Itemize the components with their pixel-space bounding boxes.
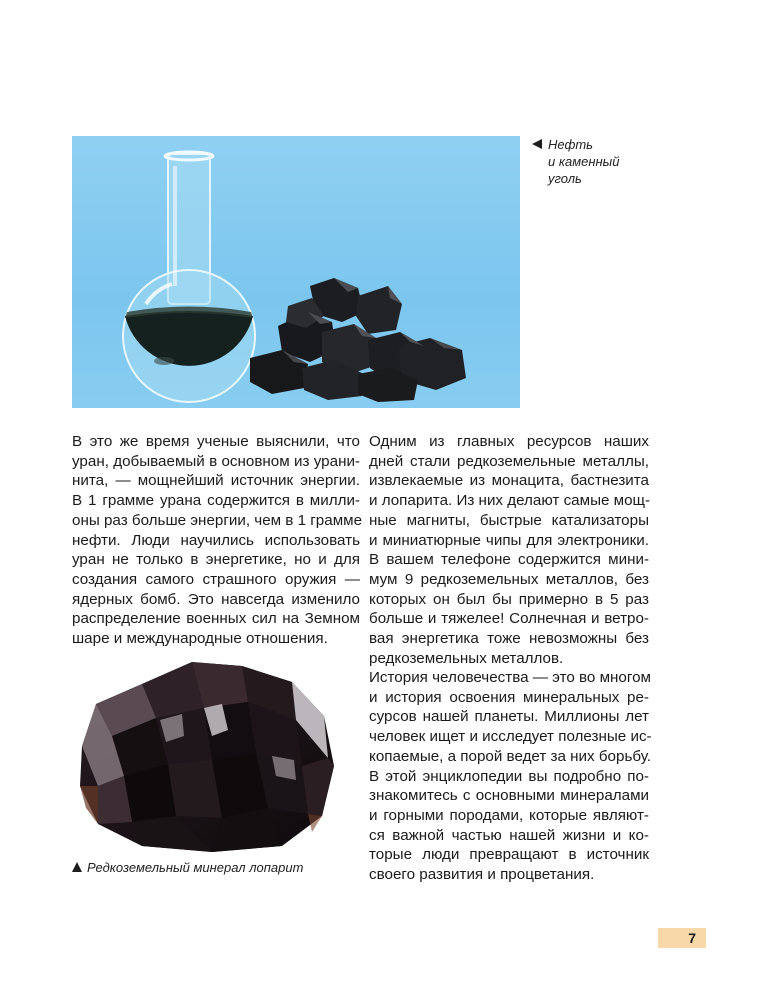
caption-pointer-left-icon xyxy=(532,139,542,149)
text-line: человек ищет и исследует полезные ис- xyxy=(369,728,652,746)
loparite-mineral-photo xyxy=(72,656,340,854)
loparite-caption xyxy=(72,860,303,875)
text-line: своего развития и процветания. xyxy=(369,866,595,884)
text-line: и горными породами, которые являют- xyxy=(369,806,649,824)
text-line: уран не только в энергетике, но и для xyxy=(72,551,360,569)
text-line: Одним из главных ресурсов наших xyxy=(369,433,649,450)
text-line: В 1 грамме урана содержится в милли- xyxy=(72,492,360,510)
text-line: В этой энциклопедии вы подробно по- xyxy=(369,767,649,785)
text-line: уран, добываемый в основном из урани- xyxy=(72,452,360,470)
text-line: шаре и международные отношения. xyxy=(72,630,328,648)
text-line: и миниатюрные чипы для электроники. xyxy=(369,531,649,549)
text-line: В это же время ученые выяснили, что xyxy=(72,433,360,450)
text-line: История человечества — это во многом xyxy=(369,669,651,686)
text-line: В вашем телефоне содержится мини- xyxy=(369,551,649,569)
right-column-paragraph-2 xyxy=(369,668,652,885)
text-line: распределение военных сил на Земном xyxy=(72,610,360,628)
text-line: нефти. Люди научились использовать xyxy=(72,531,360,549)
oil-and-coal-photo xyxy=(72,136,520,408)
text-line: копаемые, а порой ведет за них борьбу. xyxy=(369,747,652,765)
text-line: вая энергетика тоже невозможны без xyxy=(369,630,649,648)
caption-line: уголь xyxy=(548,171,582,186)
text-line: мум 9 редкоземельных металлов, без xyxy=(369,570,649,588)
right-column-paragraph-1 xyxy=(369,432,649,668)
text-line: нита, — мощнейший источник энергии. xyxy=(72,472,360,490)
oil-coal-caption xyxy=(532,136,642,187)
left-column-paragraph xyxy=(72,432,363,649)
text-line: знакомитесь с основными минералами xyxy=(369,787,649,805)
caption-line: Нефть xyxy=(548,137,593,152)
text-line: торые люди превращают в источник xyxy=(369,846,649,864)
text-line: и история освоения минеральных ре- xyxy=(369,688,649,706)
text-line: оны раз больше энергии, чем в 1 грамме xyxy=(72,511,363,529)
text-line: дней стали редкоземельные металлы, xyxy=(369,452,649,470)
text-line: извлекаемые из монацита, бастнезита xyxy=(369,472,649,490)
text-line: сурсов нашей планеты. Миллионы лет xyxy=(369,708,649,726)
text-line: ся важной частью нашей жизни и ко- xyxy=(369,826,649,844)
caption-pointer-up-icon xyxy=(72,862,82,872)
caption-line: и каменный xyxy=(548,154,620,169)
text-line: редкоземельных металлов. xyxy=(369,649,564,667)
text-line: создания самого страшного оружия — xyxy=(72,570,360,588)
caption-text: Редкоземельный минерал лопарит xyxy=(87,860,304,875)
text-line: ядерных бомб. Это навсегда изменило xyxy=(72,590,360,608)
text-line: ные магниты, быстрые катализаторы xyxy=(369,511,649,529)
text-line: которых он был бы примерно в 5 раз xyxy=(369,590,649,608)
text-line: больше и тяжелее! Солнечная и ветро- xyxy=(369,610,649,628)
text-line: и лопарита. Из них делают самые мощ- xyxy=(369,492,651,510)
page-number: 7 xyxy=(658,928,706,948)
